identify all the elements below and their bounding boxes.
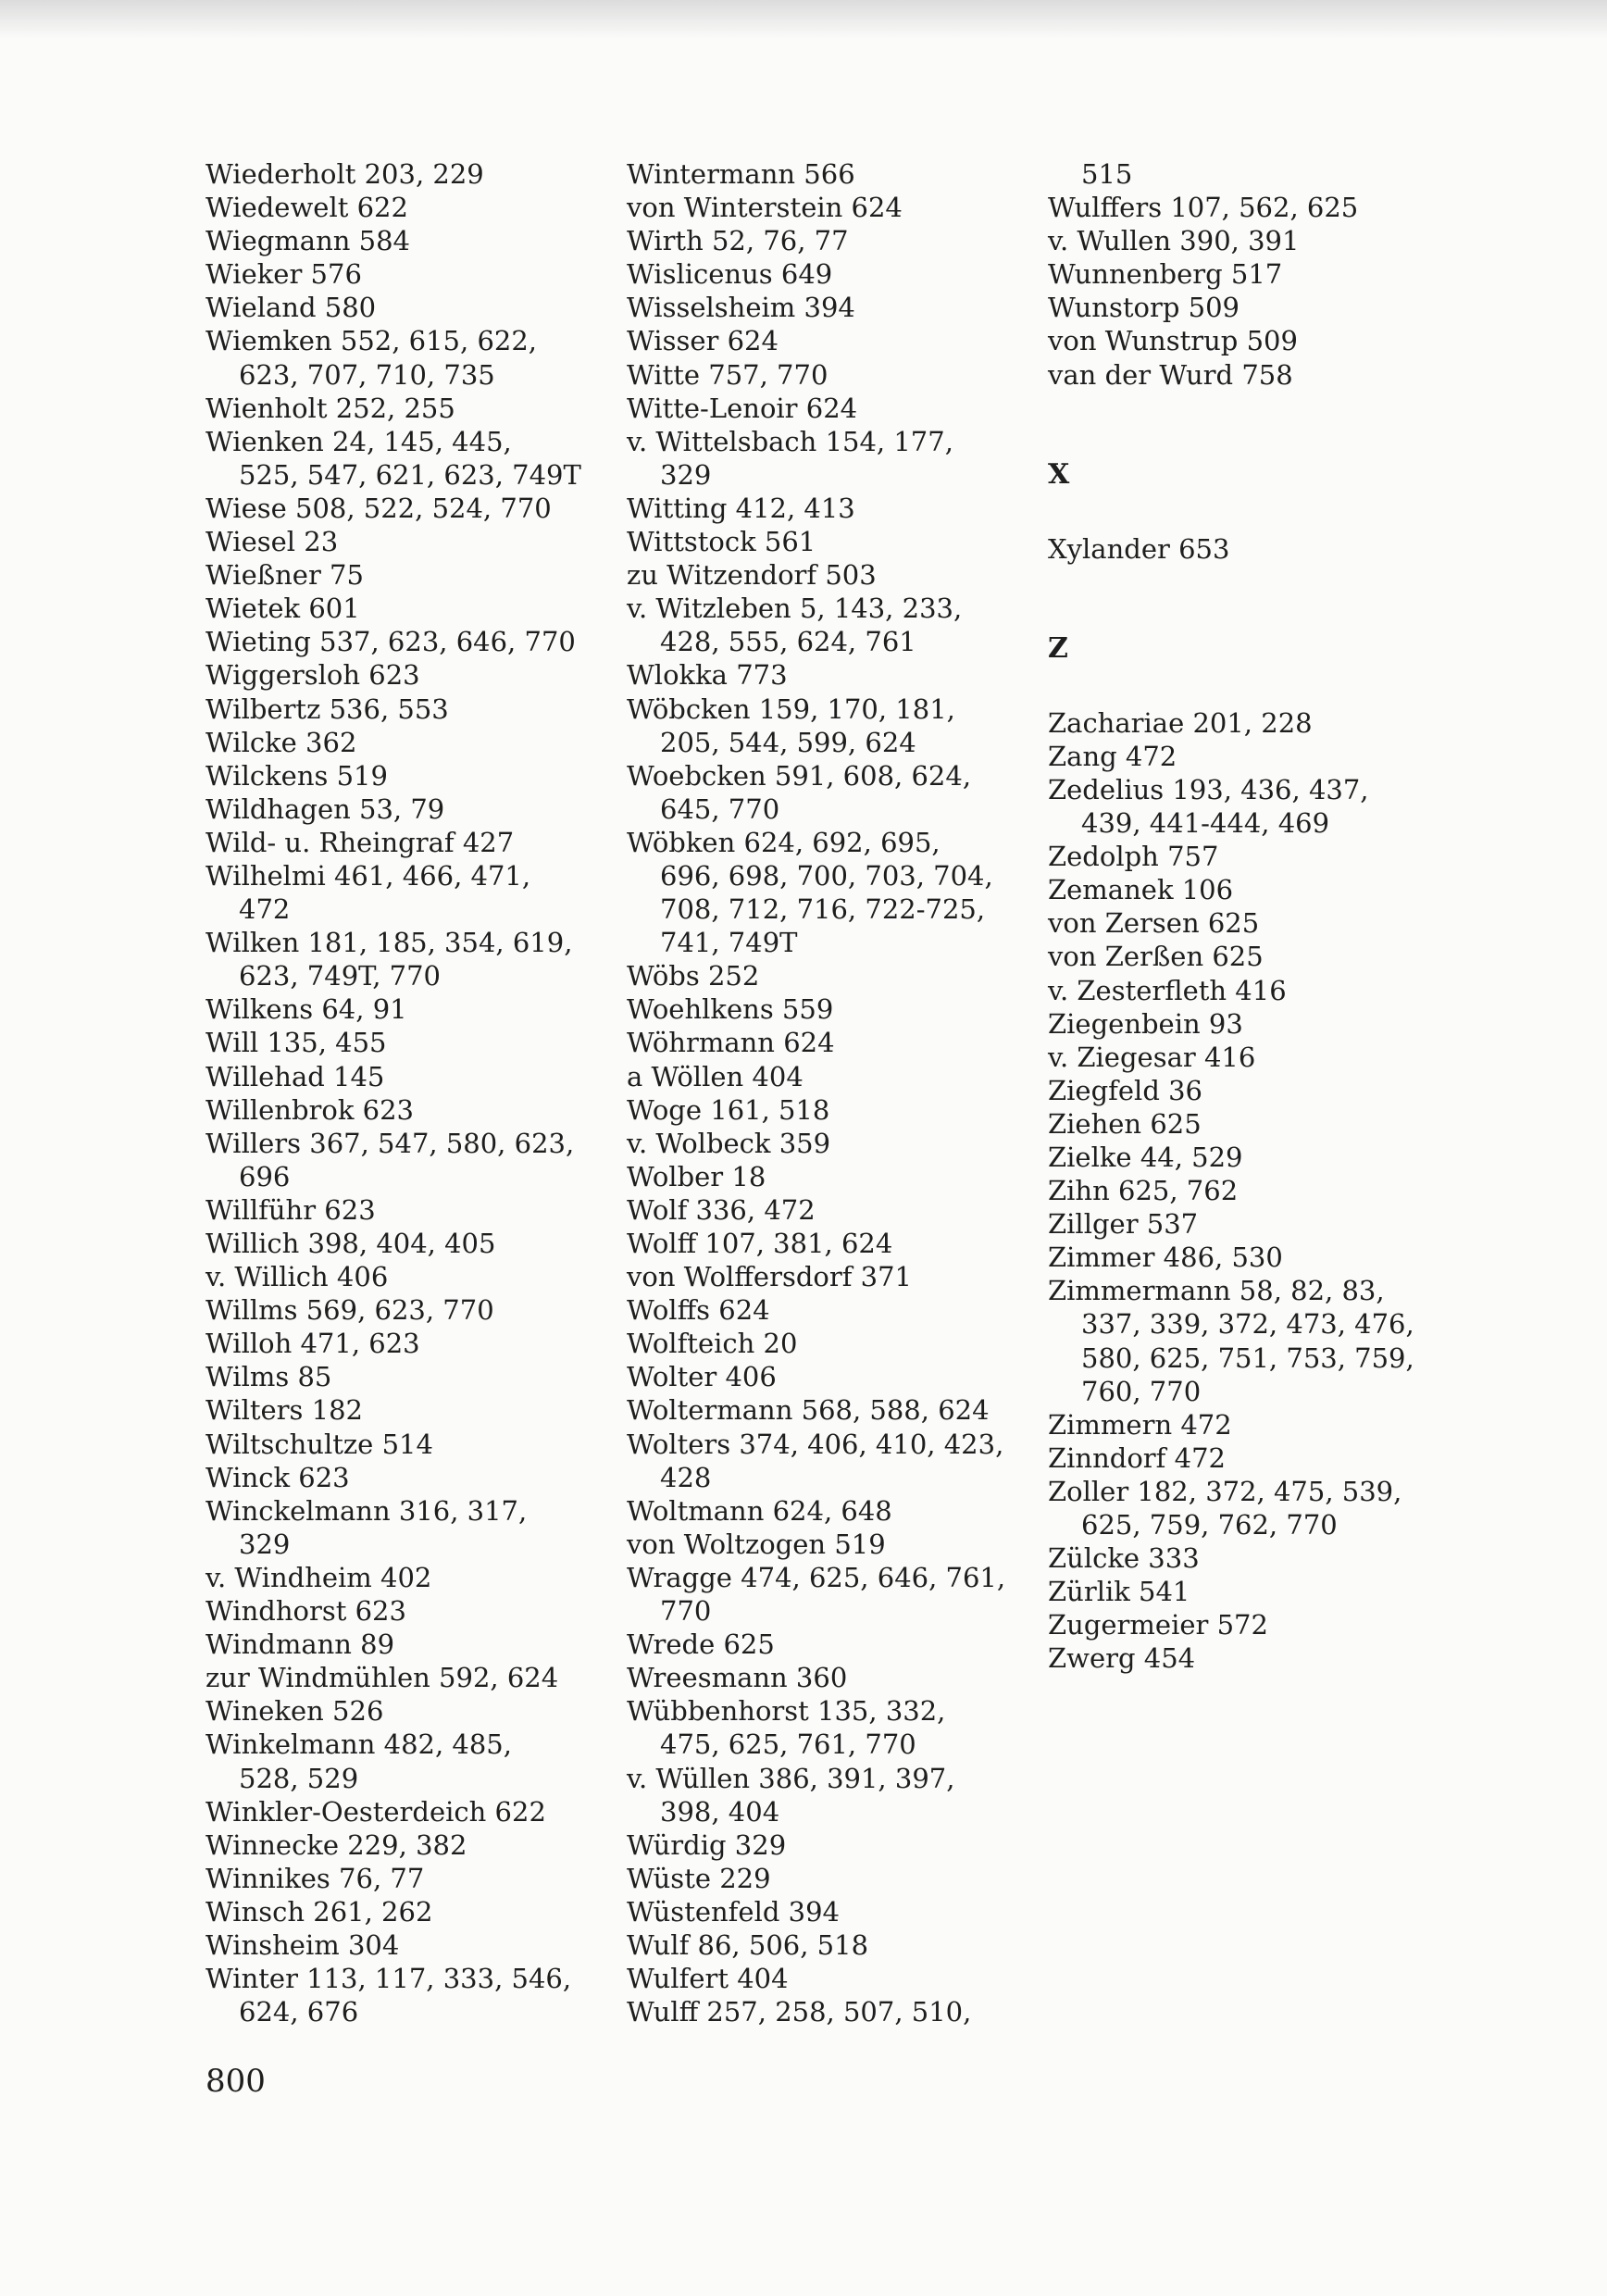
index-entry: [206, 1661, 604, 1694]
entry-text: v. Wolbeck 359: [627, 1127, 831, 1159]
entry-text: Woltmann 624, 648: [627, 1494, 892, 1527]
entry-text: Willers 367, 547, 580, 623,: [206, 1127, 575, 1159]
entry-text: Würdig 329: [627, 1828, 787, 1861]
index-entry: [627, 324, 1034, 357]
w-entries: [1048, 191, 1455, 392]
entry-text: Willenbrok 623: [206, 1093, 414, 1126]
entry-text: Zwerg 454: [1048, 1642, 1196, 1675]
index-entry: [627, 959, 1034, 992]
index-entry: [206, 1093, 604, 1127]
entry-text: Wöbcken 159, 170, 181,: [627, 693, 955, 725]
x-entries: [1048, 532, 1455, 566]
entry-text: v. Willich 406: [206, 1261, 389, 1293]
index-entry: [206, 1260, 604, 1293]
index-entry: [627, 592, 1034, 658]
entry-continuation: 696: [239, 1160, 291, 1192]
index-entry: [206, 992, 604, 1026]
entry-text: Wild- u. Rheingraf 427: [206, 826, 515, 858]
index-entry: [206, 1494, 604, 1561]
entry-text: Winck 623: [206, 1461, 350, 1493]
entry-text: Wintermann 566: [627, 158, 855, 190]
entry-text: Witte 757, 770: [627, 358, 828, 391]
index-entry: [627, 1428, 1034, 1494]
entry-continuation: 770: [660, 1595, 712, 1628]
entry-text: v. Wittelsbach 154, 177,: [627, 425, 953, 457]
index-entry: [627, 1060, 1034, 1093]
index-entry: [1048, 1207, 1455, 1241]
entry-text: Wisser 624: [627, 325, 779, 357]
entry-continuation: 580, 625, 751, 753, 759,: [1081, 1341, 1414, 1374]
entry-text: Wienken 24, 145, 445,: [206, 425, 512, 457]
index-entry: [1048, 840, 1455, 873]
entry-text: Wolter 406: [627, 1361, 777, 1393]
index-entry: [627, 1928, 1034, 1962]
entry-text: Winkler-Oesterdeich 622: [206, 1795, 546, 1828]
index-column-1: [206, 157, 604, 2028]
index-entry: [627, 1561, 1034, 1628]
index-entry: [206, 1127, 604, 1193]
index-entry: [627, 1895, 1034, 1928]
entry-text: Winsch 261, 262: [206, 1895, 433, 1928]
index-entry: [206, 558, 604, 592]
index-entry: [1048, 974, 1455, 1007]
index-entry: [206, 1628, 604, 1661]
index-entry: [627, 1995, 1034, 2028]
entry-continuation: 472: [239, 893, 291, 926]
index-entry: [627, 1260, 1034, 1293]
entry-text: Wiggersloh 623: [206, 659, 420, 692]
index-entry: [206, 1862, 604, 1895]
index-entry: [627, 1193, 1034, 1227]
entry-text: Wieland 580: [206, 292, 377, 324]
index-entry: [1048, 1174, 1455, 1207]
index-entry: [1048, 1608, 1455, 1641]
index-entry: [206, 1561, 604, 1594]
index-entry: [627, 759, 1034, 826]
entry-text: von Winterstein 624: [627, 192, 903, 224]
entry-text: von Woltzogen 519: [627, 1528, 886, 1560]
entry-text: Wieting 537, 623, 646, 770: [206, 626, 576, 658]
entry-text: Wulfert 404: [627, 1963, 789, 1995]
entry-text: Zachariae 201, 228: [1048, 706, 1313, 739]
index-entry: [1048, 291, 1455, 324]
index-entry: [1048, 873, 1455, 906]
index-entry: [627, 224, 1034, 257]
index-entry: [1048, 940, 1455, 973]
entry-continuation: 337, 339, 372, 473, 476,: [1081, 1308, 1414, 1341]
entry-text: Wulf 86, 506, 518: [627, 1928, 869, 1961]
index-entry: [206, 492, 604, 525]
entry-text: zu Witzendorf 503: [627, 559, 877, 592]
index-entry: [206, 1728, 604, 1794]
index-entry: [627, 1393, 1034, 1427]
entry-text: Xylander 653: [1048, 532, 1230, 565]
entry-text: Wöhrmann 624: [627, 1027, 835, 1059]
page-number: 800: [206, 2063, 266, 2100]
index-entry: [206, 1795, 604, 1828]
z-entries: [1048, 706, 1455, 1676]
entry-text: Wulff 257, 258, 507, 510,: [627, 1996, 972, 2028]
index-entry: [1048, 740, 1455, 773]
index-entry: [1048, 324, 1455, 357]
section-letter-x: X: [1048, 457, 1070, 491]
index-entry: [627, 693, 1034, 759]
entry-continuation: 475, 625, 761, 770: [660, 1728, 916, 1761]
index-entry: [1048, 1575, 1455, 1608]
index-entry: [206, 324, 604, 391]
entry-text: Windmann 89: [206, 1628, 395, 1661]
entry-text: Wöbken 624, 692, 695,: [627, 826, 941, 858]
index-entry: [1048, 1074, 1455, 1107]
index-entry: [1048, 1141, 1455, 1174]
index-entry: [206, 1594, 604, 1628]
entry-continuation: 645, 770: [660, 792, 780, 825]
entry-text: Witte-Lenoir 624: [627, 392, 858, 424]
entry-text: Wilcke 362: [206, 726, 357, 758]
entry-text: Zihn 625, 762: [1048, 1175, 1239, 1207]
section-letter-z: Z: [1048, 631, 1068, 665]
entry-continuation: 741, 749T: [660, 927, 798, 959]
index-entry: [627, 392, 1034, 425]
entry-continuation: 205, 544, 599, 624: [660, 726, 916, 758]
entry-text: Winnikes 76, 77: [206, 1862, 425, 1894]
entry-text: Wüstenfeld 394: [627, 1895, 840, 1928]
index-entry: [206, 726, 604, 759]
entry-text: Ziehen 625: [1048, 1107, 1202, 1140]
index-entry: [1048, 1041, 1455, 1074]
index-entry: [206, 1393, 604, 1427]
index-entry: [206, 1928, 604, 1962]
entry-continuation: 439, 441-444, 469: [1081, 807, 1330, 840]
entry-continuation: 696, 698, 700, 703, 704,: [660, 859, 993, 892]
entry-text: Wöbs 252: [627, 960, 760, 992]
entry-text: Woehlkens 559: [627, 993, 834, 1026]
index-entry: [206, 1694, 604, 1728]
entry-continuation: 329: [660, 458, 712, 491]
entry-text: Winter 113, 117, 333, 546,: [206, 1963, 572, 1995]
index-entry: [1048, 1274, 1455, 1407]
entry-text: zur Windmühlen 592, 624: [206, 1662, 559, 1694]
index-entry: [627, 1862, 1034, 1895]
index-entry: [627, 1528, 1034, 1561]
entry-continuation: 623, 707, 710, 735: [239, 358, 495, 391]
entry-text: v. Witzleben 5, 143, 233,: [627, 593, 963, 625]
index-entry: [1048, 1641, 1455, 1675]
index-column-3: [1048, 157, 1455, 1675]
entry-text: Zedolph 757: [1048, 841, 1219, 873]
index-entry: [206, 1360, 604, 1393]
index-entry: [206, 926, 604, 992]
entry-text: von Wolffersdorf 371: [627, 1261, 913, 1293]
entry-text: Winnecke 229, 382: [206, 1828, 467, 1861]
entry-text: Wiesel 23: [206, 526, 339, 558]
entry-text: Wiegmann 584: [206, 225, 411, 257]
entry-text: Zimmermann 58, 82, 83,: [1048, 1275, 1385, 1307]
index-entry: [627, 1026, 1034, 1059]
entry-text: Willms 569, 623, 770: [206, 1294, 494, 1327]
entry-continuation: 625, 759, 762, 770: [1081, 1509, 1338, 1541]
index-entry: [627, 1127, 1034, 1160]
index-entry: [627, 525, 1034, 558]
entry-continuation: 623, 749T, 770: [239, 960, 442, 992]
index-entry: [1048, 1475, 1455, 1541]
entry-text: Wolff 107, 381, 624: [627, 1228, 893, 1259]
index-entry: [1048, 191, 1455, 224]
entry-text: Wunnenberg 517: [1048, 258, 1283, 291]
index-entry: [206, 1026, 604, 1059]
index-entry: [206, 1895, 604, 1928]
continuation-line: 515: [1081, 158, 1133, 190]
index-entry: [627, 992, 1034, 1026]
index-entry: [627, 1093, 1034, 1127]
entry-text: Wießner 75: [206, 559, 364, 592]
entry-text: Wrede 625: [627, 1628, 775, 1661]
index-entry: [206, 191, 604, 224]
index-entry: [627, 291, 1034, 324]
entry-text: Witting 412, 413: [627, 492, 855, 524]
entry-continuation: 428: [660, 1461, 712, 1493]
entry-text: Zang 472: [1048, 740, 1177, 772]
entry-text: Wolber 18: [627, 1160, 766, 1192]
index-entry: [1048, 1441, 1455, 1475]
index-entry: [1048, 1408, 1455, 1441]
entry-text: v. Wüllen 386, 391, 397,: [627, 1762, 955, 1794]
entry-text: Woge 161, 518: [627, 1093, 830, 1126]
entry-text: Wreesmann 360: [627, 1662, 848, 1694]
entry-text: Windhorst 623: [206, 1595, 406, 1628]
index-entry: [627, 1160, 1034, 1193]
entry-text: Zimmer 486, 530: [1048, 1242, 1283, 1274]
entry-text: Wittstock 561: [627, 526, 816, 558]
index-entry: [206, 1962, 604, 2028]
entry-text: v. Wullen 390, 391: [1048, 225, 1300, 257]
index-entry: [627, 257, 1034, 291]
entry-text: von Wunstrup 509: [1048, 325, 1298, 357]
entry-text: Willführ 623: [206, 1193, 376, 1226]
entry-text: Woltermann 568, 588, 624: [627, 1394, 990, 1427]
index-entry: [206, 1060, 604, 1093]
entry-text: Wlokka 773: [627, 659, 788, 692]
entry-text: v. Windheim 402: [206, 1561, 432, 1593]
entry-continuation: 528, 529: [239, 1762, 359, 1794]
entry-text: a Wöllen 404: [627, 1060, 804, 1092]
entry-text: Winckelmann 316, 317,: [206, 1494, 528, 1527]
entry-text: Zimmern 472: [1048, 1408, 1232, 1441]
entry-text: Wisselsheim 394: [627, 292, 855, 324]
entry-text: Zinndorf 472: [1048, 1441, 1226, 1474]
index-entry: [206, 625, 604, 658]
entry-text: Wolffs 624: [627, 1294, 770, 1327]
entry-text: Wilken 181, 185, 354, 619,: [206, 927, 573, 959]
entry-text: Zülcke 333: [1048, 1542, 1200, 1575]
entry-text: Wilckens 519: [206, 759, 388, 792]
index-entry: [206, 592, 604, 625]
index-entry: [1048, 358, 1455, 392]
entry-text: Wilters 182: [206, 1394, 363, 1427]
entry-text: Zugermeier 572: [1048, 1609, 1268, 1641]
index-entry: [627, 1327, 1034, 1360]
index-entry: [206, 1828, 604, 1862]
entry-text: Wunstorp 509: [1048, 292, 1240, 324]
entry-text: Ziegfeld 36: [1048, 1074, 1203, 1106]
entry-text: Winkelmann 482, 485,: [206, 1728, 512, 1761]
entry-text: Willich 398, 404, 405: [206, 1228, 496, 1259]
entry-text: Zielke 44, 529: [1048, 1141, 1243, 1173]
entry-text: Ziegenbein 93: [1048, 1007, 1243, 1040]
index-entry: [1048, 706, 1455, 740]
entry-text: Wiese 508, 522, 524, 770: [206, 492, 552, 524]
index-entry: [627, 191, 1034, 224]
index-entry: [627, 1962, 1034, 1995]
index-entry: [206, 658, 604, 692]
index-entry: [206, 1428, 604, 1461]
page-top-shadow: [0, 0, 1607, 39]
index-entry: [627, 1628, 1034, 1661]
entry-text: Zoller 182, 372, 475, 539,: [1048, 1475, 1402, 1507]
index-entry: [627, 1360, 1034, 1393]
index-entry: [627, 1661, 1034, 1694]
index-entry: [1048, 224, 1455, 257]
index-entry: [627, 826, 1034, 959]
index-entry: [206, 1461, 604, 1494]
index-entry: [206, 392, 604, 425]
entry-text: Wirth 52, 76, 77: [627, 225, 849, 257]
index-entry: [627, 1494, 1034, 1528]
entry-text: van der Wurd 758: [1048, 358, 1293, 391]
entry-continuation: 760, 770: [1081, 1375, 1202, 1407]
entry-text: Wilbertz 536, 553: [206, 693, 449, 725]
index-entry: [206, 826, 604, 859]
entry-continuation: 329: [239, 1528, 291, 1560]
index-entry: [627, 157, 1034, 191]
index-entry: [627, 492, 1034, 525]
entry-text: Wulffers 107, 562, 625: [1048, 192, 1359, 224]
index-entry: [206, 291, 604, 324]
entry-text: Wildhagen 53, 79: [206, 792, 445, 825]
index-entry: [627, 425, 1034, 492]
index-entry: [1048, 1241, 1455, 1274]
index-entry: [206, 859, 604, 926]
entry-text: Wienholt 252, 255: [206, 392, 455, 424]
entry-text: Wiltschultze 514: [206, 1428, 433, 1460]
entry-text: Zillger 537: [1048, 1208, 1199, 1241]
entry-text: Wilhelmi 461, 466, 471,: [206, 859, 531, 892]
entry-continuation: 398, 404: [660, 1795, 780, 1828]
entry-text: Will 135, 455: [206, 1027, 387, 1059]
index-entry: [206, 792, 604, 826]
index-entry: [206, 1293, 604, 1327]
index-entry: [627, 358, 1034, 392]
entry-text: v. Ziegesar 416: [1048, 1041, 1256, 1073]
index-entry: [1048, 1107, 1455, 1141]
entry-text: Wragge 474, 625, 646, 761,: [627, 1561, 1006, 1593]
index-entry: [627, 658, 1034, 692]
entry-continuation: 525, 547, 621, 623, 749T: [239, 458, 581, 491]
entry-text: Winsheim 304: [206, 1928, 400, 1961]
entry-continuation: 624, 676: [239, 1996, 359, 2028]
entry-text: Wilms 85: [206, 1361, 332, 1393]
entry-continuation: 428, 555, 624, 761: [660, 626, 916, 658]
entry-text: Wolfteich 20: [627, 1328, 798, 1360]
index-entry: [206, 425, 604, 492]
entry-text: v. Zesterfleth 416: [1048, 974, 1287, 1006]
index-entry: [206, 525, 604, 558]
index-entry: [627, 1828, 1034, 1862]
index-entry: [206, 1193, 604, 1227]
index-entry: [627, 1227, 1034, 1260]
entry-text: Wietek 601: [206, 593, 360, 625]
entry-text: Wiemken 552, 615, 622,: [206, 325, 538, 357]
entry-text: Wübbenhorst 135, 332,: [627, 1695, 946, 1728]
entry-text: Wilkens 64, 91: [206, 993, 407, 1026]
entry-text: Woebcken 591, 608, 624,: [627, 759, 972, 792]
index-entry: [1048, 773, 1455, 840]
entry-text: Wolf 336, 472: [627, 1193, 816, 1226]
entry-text: Wiedewelt 622: [206, 192, 408, 224]
entry-text: Wislicenus 649: [627, 258, 833, 291]
entry-text: von Zersen 625: [1048, 907, 1260, 940]
index-entry: [1048, 1007, 1455, 1041]
entry-text: Wineken 526: [206, 1695, 384, 1728]
entry-text: Wolters 374, 406, 410, 423,: [627, 1428, 1004, 1460]
index-entry: [206, 224, 604, 257]
entry-text: Wieker 576: [206, 258, 362, 291]
index-entry: [1048, 1541, 1455, 1575]
entry-text: Wüste 229: [627, 1862, 771, 1894]
entry-continuation: 708, 712, 716, 722-725,: [660, 893, 986, 926]
index-entry: [627, 558, 1034, 592]
index-entry: [206, 1327, 604, 1360]
index-entry: [206, 759, 604, 792]
entry-text: von Zerßen 625: [1048, 941, 1264, 973]
entry-text: Zemanek 106: [1048, 874, 1234, 906]
index-entry: [206, 257, 604, 291]
entry-text: Zürlik 541: [1048, 1576, 1190, 1608]
index-entry: [1048, 532, 1455, 566]
index-entry: [1048, 906, 1455, 940]
index-entry: [206, 157, 604, 191]
entry-text: Zedelius 193, 436, 437,: [1048, 773, 1369, 805]
index-column-2: [627, 157, 1034, 2028]
index-entry: [206, 693, 604, 726]
index-entry: [627, 1762, 1034, 1828]
index-entry: [1048, 257, 1455, 291]
index-entry: [206, 1227, 604, 1260]
index-entry: [627, 1694, 1034, 1761]
entry-text: Willehad 145: [206, 1060, 385, 1092]
entry-text: Willoh 471, 623: [206, 1328, 420, 1360]
entry-text: Wiederholt 203, 229: [206, 158, 484, 190]
index-entry: [627, 1293, 1034, 1327]
